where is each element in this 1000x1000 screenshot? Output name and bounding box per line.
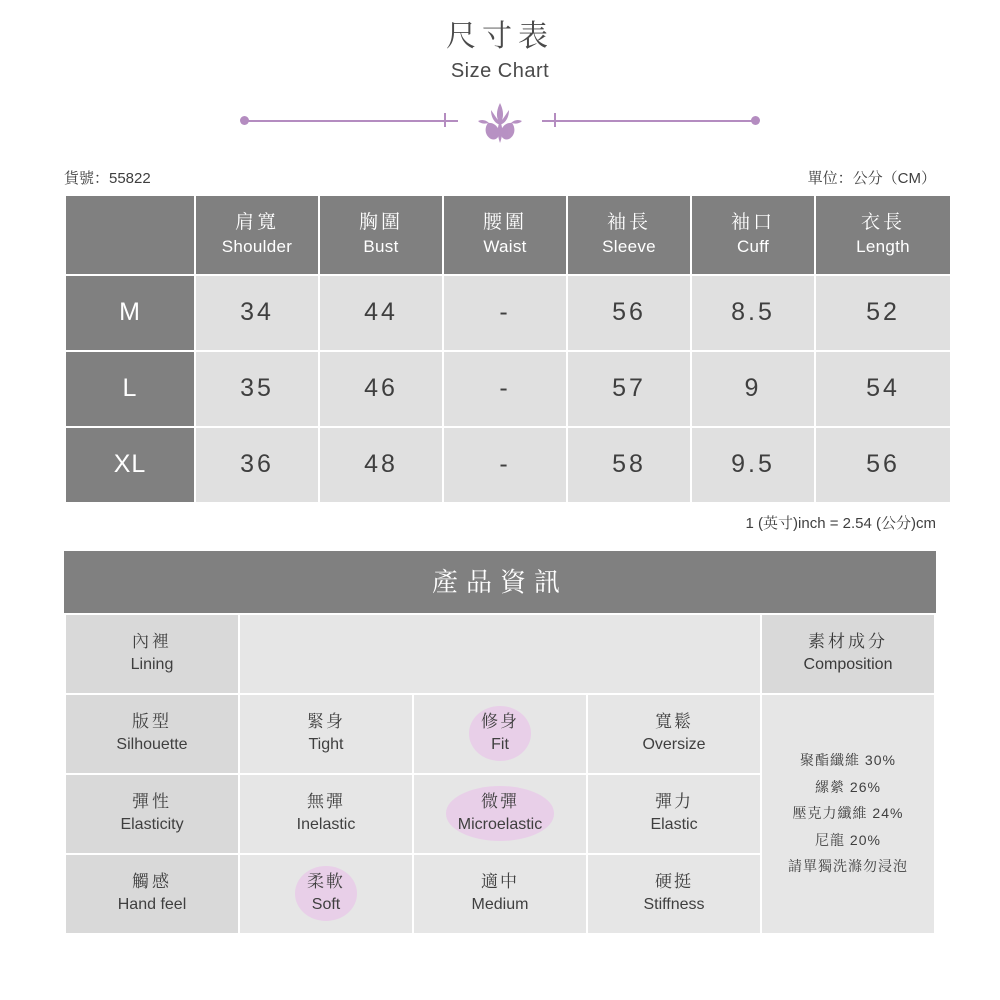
cell-l-sleeve: 57 (567, 351, 691, 427)
cell-xl-bust: 48 (319, 427, 443, 503)
option-elasticity-elastic[interactable] (587, 774, 761, 854)
option-silhouette-oversize[interactable] (587, 694, 761, 774)
option-silhouette-fit[interactable] (413, 694, 587, 774)
item-number: 貨號：55822 (64, 169, 151, 187)
cell-m-bust: 44 (319, 275, 443, 351)
product-info-section (64, 551, 936, 935)
cell-m-waist: - (443, 275, 567, 351)
row-label-elasticity: 彈性 Elasticity (65, 774, 239, 854)
column-waist: 腰圍 Waist (443, 195, 567, 275)
option-elasticity-inelastic[interactable] (239, 774, 413, 854)
option-chip: 無彈 Inelastic (296, 792, 356, 834)
row-label-lining: 內裡 Lining (65, 614, 239, 694)
cell-l-shoulder: 35 (195, 351, 319, 427)
composition-care-note: 請單獨洗滌勿浸泡 (788, 858, 908, 875)
product-info-body (65, 614, 935, 934)
size-table (64, 194, 952, 504)
cell-l-waist: - (443, 351, 567, 427)
composition-line-3: 壓克力纖維 24% (792, 805, 904, 822)
size-label-m: M (65, 275, 195, 351)
option-handfeel-stiffness[interactable] (587, 854, 761, 934)
cell-xl-waist: - (443, 427, 567, 503)
iris-flower-icon (464, 97, 536, 150)
column-cuff: 袖口 Cuff (691, 195, 815, 275)
divider-line-left (246, 120, 458, 122)
composition-line-4: 尼龍 20% (815, 831, 881, 848)
cell-m-length: 52 (815, 275, 951, 351)
option-chip: 寬鬆 Oversize (642, 712, 706, 754)
composition-line-2: 縲縈 26% (815, 778, 881, 795)
composition-header: 素材成分 Composition (761, 614, 935, 694)
option-chip: 彈力 Elastic (650, 792, 698, 834)
column-shoulder: 肩寬 Shoulder (195, 195, 319, 275)
table-row (65, 614, 935, 694)
option-chip: 適中 Medium (471, 872, 529, 914)
option-elasticity-microelastic[interactable] (413, 774, 587, 854)
column-length: 衣長 Length (815, 195, 951, 275)
option-chip-selected: 柔軟 Soft (295, 866, 357, 921)
row-label-handfeel: 觸感 Hand feel (65, 854, 239, 934)
page-title-cn: 尺寸表 (446, 20, 554, 53)
column-sleeve: 袖長 Sleeve (567, 195, 691, 275)
ornament-divider (240, 97, 760, 145)
cell-m-cuff: 8.5 (691, 275, 815, 351)
cell-xl-shoulder: 36 (195, 427, 319, 503)
cell-xl-cuff: 9.5 (691, 427, 815, 503)
meta-row (64, 167, 936, 188)
page-header (0, 0, 1000, 83)
composition-line-1: 聚酯纖維 30% (800, 752, 896, 769)
option-chip: 緊身 Tight (307, 712, 345, 754)
cell-m-sleeve: 56 (567, 275, 691, 351)
product-info-table (64, 613, 936, 935)
cell-xl-sleeve: 58 (567, 427, 691, 503)
measure-unit: 單位：公分（CM） (807, 169, 936, 187)
cell-m-shoulder: 34 (195, 275, 319, 351)
option-chip: 硬挺 Stiffness (643, 872, 705, 914)
row-label-silhouette: 版型 Silhouette (65, 694, 239, 774)
product-info-title: 產品資訊 (64, 551, 936, 613)
page-title-en: Size Chart (450, 59, 550, 82)
size-table-body (65, 275, 951, 503)
option-silhouette-tight[interactable] (239, 694, 413, 774)
divider-tick-left-icon (444, 113, 446, 127)
divider-line-right (542, 120, 754, 122)
divider-dot-right-icon (751, 116, 760, 125)
option-chip-selected: 修身 Fit (469, 706, 531, 761)
size-label-l: L (65, 351, 195, 427)
table-row (65, 427, 951, 503)
table-row (65, 694, 935, 774)
option-chip-selected: 微彈 Microelastic (446, 786, 554, 841)
size-table-header-row (65, 195, 951, 275)
column-bust: 胸圍 Bust (319, 195, 443, 275)
cell-l-bust: 46 (319, 351, 443, 427)
size-table-head (65, 195, 951, 275)
inch-conversion-note: 1 (英寸)inch = 2.54 (公分)cm (745, 514, 936, 532)
cell-l-cuff: 9 (691, 351, 815, 427)
table-row (65, 351, 951, 427)
option-handfeel-medium[interactable] (413, 854, 587, 934)
composition-content (761, 694, 935, 934)
lining-options-empty (239, 614, 761, 694)
cell-l-length: 54 (815, 351, 951, 427)
table-row (65, 275, 951, 351)
cell-xl-length: 56 (815, 427, 951, 503)
option-handfeel-soft[interactable] (239, 854, 413, 934)
size-label-xl: XL (65, 427, 195, 503)
size-table-corner-cell (65, 195, 195, 275)
